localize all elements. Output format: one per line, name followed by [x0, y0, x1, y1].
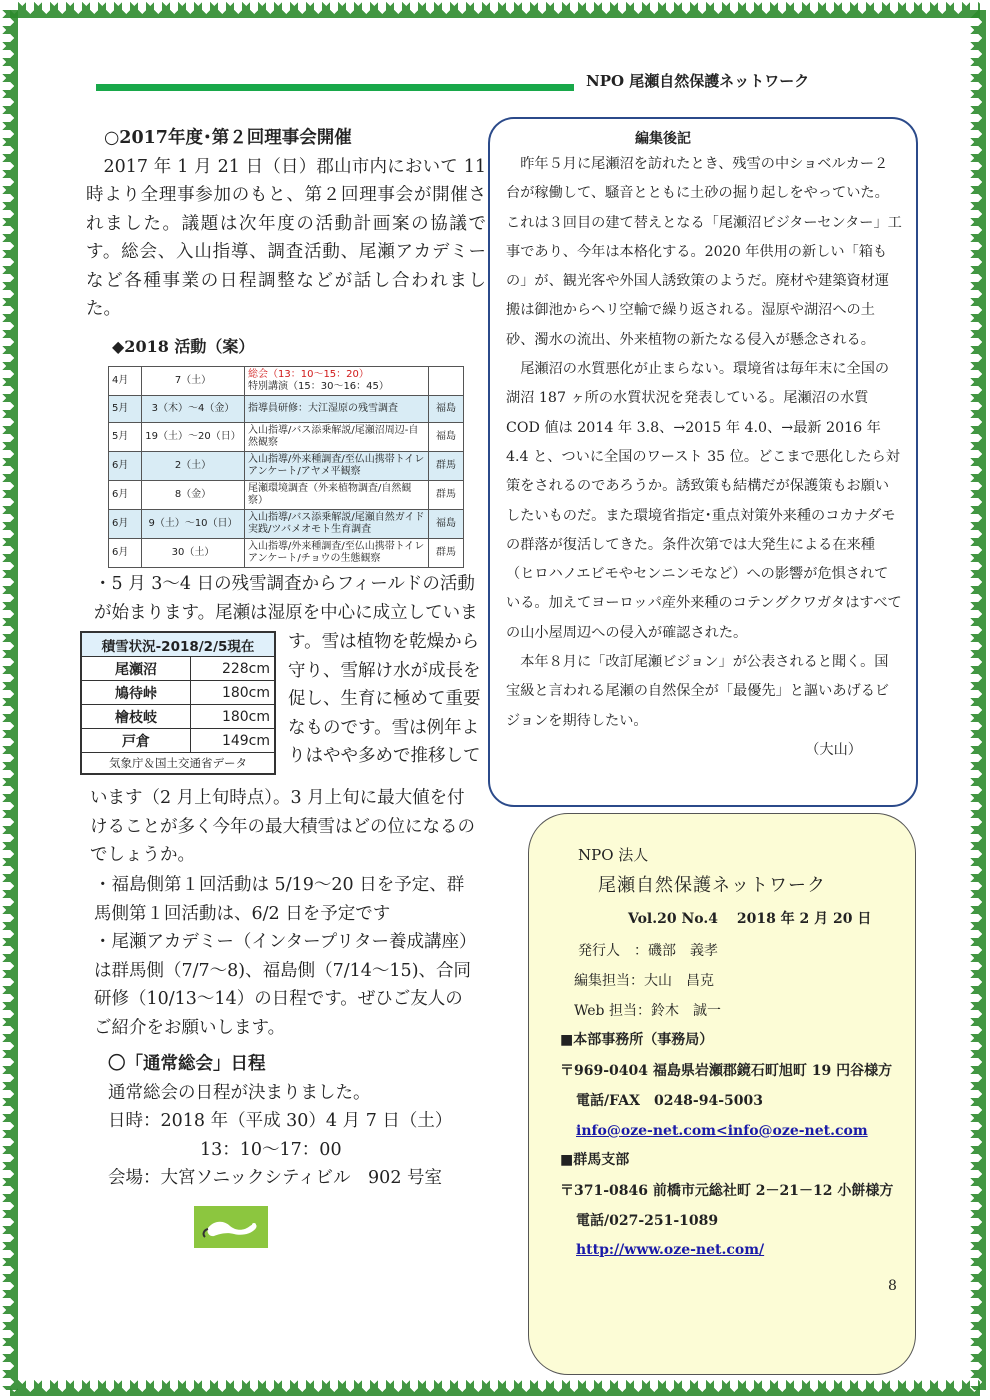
row-place: 福島 — [429, 396, 464, 423]
table-row — [109, 481, 464, 510]
row-content-highlight: 総会（13：10～15：20） — [248, 369, 369, 380]
table-row — [109, 452, 464, 481]
table-row — [109, 423, 464, 452]
general-meeting-date: 日時：2018 年（平成 30）4 月 7 日（土） — [108, 1111, 453, 1131]
snow-wrap-line: 促し、生育に極めて重要 — [288, 689, 481, 709]
row-month: 4月 — [109, 367, 142, 396]
row-month: 6月 — [109, 452, 142, 481]
general-meeting-venue: 会場：大宮ソニックシティビル 902 号室 — [108, 1168, 443, 1188]
row-place: 群馬 — [429, 481, 464, 510]
gunma-heading: ■群馬支部 — [560, 1152, 630, 1168]
email-link-wrap — [576, 1121, 868, 1141]
location-name: 尾瀬沼 — [81, 657, 191, 681]
snow-rest — [90, 784, 482, 870]
org-name: 尾瀬自然保護ネットワーク — [598, 875, 826, 896]
top-border-decoration — [10, 2, 980, 18]
row-place — [429, 367, 464, 396]
meeting-body: 2017 年 1 月 21 日（日）郡山市内において 11 時より全理事参加のもと、第２回理事会が開催されました。議題は次年度の活動計画案の協議です。総会、入山指導、調査活動、尾瀬アカデミーなど各種事業の日程調整などが話し合われました。 — [86, 156, 486, 319]
org-type: NPO 法人 — [578, 846, 649, 864]
bullets — [94, 871, 478, 1042]
plan-heading: ◆2018 活動（案） — [112, 337, 255, 356]
snow-wrap-line: 守り、雪解け水が成長を — [288, 660, 481, 681]
right-border-decoration — [970, 10, 986, 1390]
url-link-wrap — [576, 1240, 764, 1260]
bottom-border-decoration — [10, 1380, 980, 1396]
snow-line-1: ・5 月 3～4 日の残雪調査からフィールドの活動 — [94, 574, 475, 594]
website-link[interactable]: http://www.oze-net.com/ — [576, 1242, 765, 1258]
editor-in-charge: 編集担当：大山 昌克 — [574, 973, 714, 989]
general-meeting-heading: 〇「通常総会」日程 — [108, 1054, 266, 1074]
issue-volume: Vol.20 No.4 2018 年 2 月 20 日 — [628, 911, 872, 927]
row-date: 9（土）～10（日） — [142, 510, 245, 539]
row-place: 福島 — [429, 510, 464, 539]
general-meeting-section — [108, 1050, 478, 1193]
row-date: 8（金） — [142, 481, 245, 510]
snow-wrap-line: りはやや多めで推移して — [288, 746, 481, 766]
snow-wrap-line: す。雪は植物を乾燥から — [288, 632, 480, 652]
row-content: 入山指導/外来種調査/至仏山携帯トイレアンケート/チョウの生態観察 — [245, 539, 429, 568]
publisher: 発行人 ：磯部 義孝 — [578, 943, 718, 959]
table-row — [81, 681, 275, 705]
web-in-charge: Web 担当：鈴木 誠一 — [574, 1003, 721, 1019]
row-content: 入山指導/バス添乗解説/尾瀬沼周辺-自然観察 — [245, 423, 429, 452]
row-content: 指導員研修：大江湿原の残雪調査 — [245, 396, 429, 423]
bullet-first-activity: ・福島側第１回活動は 5/19～20 日を予定、群馬側第１回活動は、6/2 日を予定です — [94, 875, 465, 924]
location-name: 鳩待峠 — [81, 681, 191, 705]
snow-depth: 180cm — [191, 705, 276, 729]
row-month: 6月 — [109, 481, 142, 510]
table-row — [109, 367, 464, 396]
activity-schedule-table — [108, 366, 464, 568]
header-title: NPO 尾瀬自然保護ネットワーク — [586, 72, 810, 90]
snow-depth: 180cm — [191, 681, 276, 705]
row-date: 30（土） — [142, 539, 245, 568]
editor-paragraph-1: 昨年５月に尾瀬沼を訪れたとき、残雪の中ショベルカー２台が稼働して、騒音とともに土砂の掘り起しをやっていた。これは３回目の建て替えとなる「尾瀬沼ビジターセンター」工事であり、今年は本格化する。2020 年供用の新しい「箱もの」が、観光客や外国人誘致策のようだ。廃材や建築資材運搬は御池からヘリ空輸で繰り返される。湿原や湖沼への土砂、濁水の流出、外来植物の新たなる侵入が懸念される。 — [506, 156, 902, 348]
editor-paragraph-2: 尾瀬沼の水質悪化が止まらない。環境省は毎年末に全国の湖沼 187 ヶ所の水質状況を発表している。尾瀬沼の水質 COD 値は 2014 年 3.8、→2015 年 4.0、→最新 2016 年 4.4 と、ついに全国のワースト 35 位。どこまで悪化したら対策をされるのであろうか。誘致策も結構だが保護策もお願いしたいものだ。また環境省指定･重点対策外来種のコカナダモの群落が復活してきた。条件次第では大発生による在来種（ヒロハノエビモやセンニンモなど）への影響が危惧されている。加えてヨーロッパ産外来種のコテングクワガタはすべての山小屋周辺への侵入が確認された。 — [506, 361, 902, 641]
row-content-text: 特別講演（15：30～16：45） — [248, 381, 389, 392]
editor-note-body — [506, 150, 902, 765]
snow-table-source: 気象庁＆国土交通省データ — [81, 753, 275, 775]
hq-address: 〒969-0404 福島県岩瀬郡鏡石町旭町 19 円谷様方 — [560, 1063, 893, 1079]
row-place: 福島 — [429, 423, 464, 452]
table-row — [81, 729, 275, 753]
meeting-heading: ○2017年度･第２回理事会開催 — [104, 128, 352, 148]
snow-table-source-row — [81, 753, 275, 775]
page-number: 8 — [888, 1278, 897, 1294]
left-border-decoration — [2, 10, 18, 1390]
editor-author: （大山） — [805, 741, 862, 758]
row-date: 3（木）～4（金） — [142, 396, 245, 423]
table-row — [81, 705, 275, 729]
location-name: 檜枝岐 — [81, 705, 191, 729]
row-content: 入山指導/外来種調査/至仏山携帯トイレアンケート/アヤメ平観察 — [245, 452, 429, 481]
email-link[interactable]: info@oze-net.com<info@oze-net.com — [576, 1123, 868, 1139]
location-name: 戸倉 — [81, 729, 191, 753]
gunma-address: 〒371-0846 前橋市元総社町 2－21－12 小餅様方 — [560, 1183, 894, 1199]
row-content: 尾瀬環境調査（外来植物調査/自然観察） — [245, 481, 429, 510]
header-rule — [96, 84, 574, 91]
row-place: 群馬 — [429, 539, 464, 568]
table-row — [109, 510, 464, 539]
gunma-phone: 電話/027-251-1089 — [576, 1213, 719, 1229]
snow-table-title: 積雪状況-2018/2/5現在 — [81, 632, 275, 657]
bullet-academy: ・尾瀬アカデミー（インタープリター養成講座）は群馬側（7/7～8)、福島側（7/14～15)、合同研修（10/13～14）の日程です。ぜひご友人のご紹介をお願いします。 — [94, 932, 477, 1038]
snow-rest-text: います（2 月上旬時点）。3 月上旬に最大値を付けることが多く今年の最大積雪はどの位になるのでしょうか。 — [90, 788, 475, 865]
table-row — [109, 539, 464, 568]
general-meeting-time: 13：10～17：00 — [200, 1139, 342, 1160]
table-row — [81, 657, 275, 681]
snow-table-header — [81, 632, 275, 657]
snow-line-2: が始まります。尾瀬は湿原を中心に成立していま — [94, 602, 478, 623]
row-place: 群馬 — [429, 452, 464, 481]
snow-paragraph — [94, 570, 484, 627]
meeting-section — [86, 124, 486, 324]
editor-note-title: 編集後記 — [635, 131, 691, 147]
general-meeting-line: 通常総会の日程が決まりました。 — [108, 1082, 371, 1103]
row-month: 5月 — [109, 423, 142, 452]
ermine-icon — [194, 1206, 268, 1248]
snow-depth-table — [80, 631, 276, 775]
hq-heading: ■本部事務所（事務局） — [560, 1032, 714, 1048]
row-month: 5月 — [109, 396, 142, 423]
table-row — [109, 396, 464, 423]
hq-phone: 電話/FAX 0248-94-5003 — [576, 1093, 763, 1109]
row-date: 19（土）～20（日） — [142, 423, 245, 452]
row-content — [245, 367, 429, 396]
row-month: 6月 — [109, 539, 142, 568]
row-date: 2（土） — [142, 452, 245, 481]
ermine-logo — [194, 1206, 268, 1248]
snow-depth: 228cm — [191, 657, 276, 681]
row-date: 7（土） — [142, 367, 245, 396]
row-content: 入山指導/バス添乗解説/尾瀬自然ガイド実践/ツバメオモト生育調査 — [245, 510, 429, 539]
snow-depth: 149cm — [191, 729, 276, 753]
editor-paragraph-3: 本年８月に「改訂尾瀬ビジョン」が公表されると聞く。国宝級と言われる尾瀬の自然保全が「最優先」と謳いあげるビジョンを期待したい。 — [506, 654, 890, 729]
snow-wrap-text — [288, 628, 488, 771]
snow-wrap-line: なものです。雪は例年よ — [288, 717, 480, 738]
row-month: 6月 — [109, 510, 142, 539]
